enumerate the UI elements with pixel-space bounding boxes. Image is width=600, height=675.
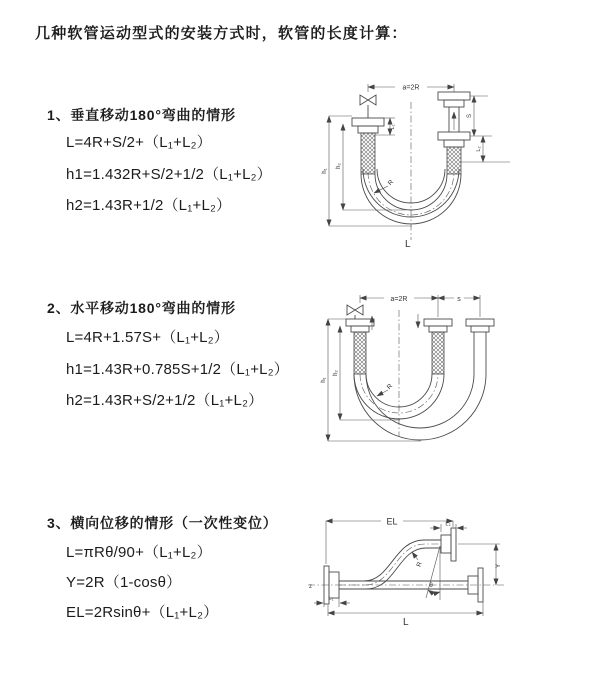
section-3-formulas: [66, 538, 218, 628]
dim-label-h2: h₂: [333, 370, 339, 376]
angle-label: θ: [429, 582, 433, 589]
dim-label-el: EL: [386, 516, 398, 527]
dim-label-s: S: [467, 113, 473, 119]
dim-label-h1: h₁: [321, 377, 327, 383]
dim-label-a2r: a=2R: [390, 296, 408, 303]
valve-icon: [360, 95, 376, 118]
dim-label-l2: L₂: [476, 146, 482, 152]
diagram-lateral-displacement: [306, 508, 508, 630]
section-2-formulas: [66, 322, 289, 417]
section-2-heading: 2、水平移动180°弯曲的情形: [47, 300, 236, 316]
valve-icon: [347, 305, 363, 319]
formula-h1: h1=1.43R+0.785S+1/2（L₁+L₂）: [66, 360, 289, 378]
moving-end-flange-upper: [438, 92, 470, 107]
dim-label-l2: L₂: [445, 521, 451, 528]
dim-label-l1: L₁: [390, 124, 396, 130]
hose-braid: [354, 332, 366, 374]
dim-label-l1: L₁: [328, 596, 334, 602]
formula-el: EL=2Rsinθ+（L₁+L₂）: [66, 604, 219, 621]
length-label: L: [405, 239, 411, 250]
radius-label: R: [415, 561, 424, 568]
moving-end-flange-pos2: [466, 319, 494, 332]
angle-theta: [426, 546, 440, 600]
hose-displaced-s-curve: [339, 540, 441, 589]
dim-label-h2: h₂: [336, 163, 342, 169]
diagram-horizontal-180-bend: [318, 286, 504, 448]
formula-h2: h2=1.43R+S/2+1/2（L₁+L₂）: [66, 392, 264, 409]
moving-end-flange-lower: [438, 132, 470, 147]
length-label: L: [403, 617, 409, 628]
formula-length: L=4R+S/2+（L₁+L₂）: [66, 134, 212, 151]
formula-length: L=πRθ/90+（L₁+L₂）: [66, 544, 212, 561]
section-1-formulas: [66, 127, 272, 222]
hose-u-bend: [354, 374, 486, 440]
moving-end-flange-pos1: [424, 319, 452, 332]
hose-braid: [432, 332, 444, 374]
dim-label-a2r: a=2R: [402, 84, 420, 92]
formula-h2: h2=1.43R+1/2（L₁+L₂）: [66, 197, 232, 214]
radius-label: R: [386, 178, 396, 188]
radius-label: R: [385, 382, 395, 392]
displaced-end-flange: [441, 528, 456, 561]
fixed-end-flange: [346, 319, 374, 332]
formula-y: Y=2R（1-cosθ）: [66, 574, 182, 591]
page-title: 几种软管运动型式的安装方式时，软管的长度计算：: [35, 25, 408, 42]
dim-label-y: Y: [495, 563, 502, 569]
formula-h1: h1=1.432R+S/2+1/2（L₁+L₂）: [66, 165, 272, 183]
diagram-vertical-180-bend: [316, 74, 524, 254]
dim-label-s: s: [457, 296, 461, 303]
section-3-heading: 3、横向位移的情形（一次性变位）: [47, 515, 278, 531]
fixed-end-flange: [352, 118, 384, 133]
centerline-mark: z: [309, 584, 312, 590]
hose-braid: [361, 133, 375, 174]
section-1-heading: 1、垂直移动180°弯曲的情形: [47, 107, 236, 123]
dim-label-h1: h₁: [322, 168, 328, 174]
formula-length: L=4R+1.57S+（L₁+L₂）: [66, 329, 229, 346]
